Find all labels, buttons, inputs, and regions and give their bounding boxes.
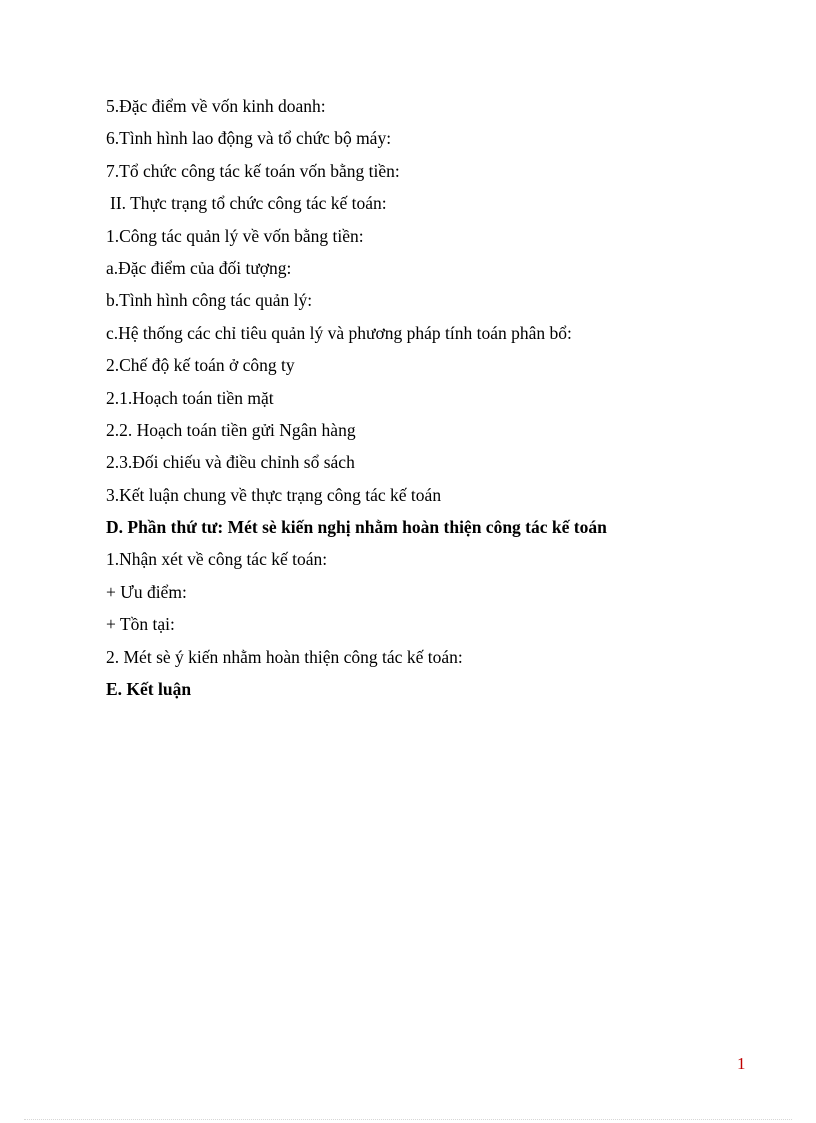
- outline-list: [106, 92, 726, 707]
- outline-line: 5.Đặc điểm về vốn kinh doanh:: [106, 96, 326, 116]
- outline-line: 6.Tình hình lao động và tổ chức bộ máy:: [106, 128, 392, 149]
- outline-line: + Tồn tại:: [106, 614, 175, 635]
- outline-line: a.Đặc điểm của đối tượng:: [106, 257, 292, 278]
- outline-line: 2.3.Đối chiếu và điều chỉnh sổ sách: [106, 452, 355, 473]
- section-heading-ii: II. Thực trạng tổ chức công tác kế toán:: [110, 193, 387, 214]
- outline-line: + Ưu điểm:: [106, 581, 187, 602]
- section-heading-e: E. Kết luận: [106, 679, 192, 700]
- outline-line: c.Hệ thống các chỉ tiêu quản lý và phương pháp tính toán phân bổ:: [106, 322, 572, 343]
- outline-line: b.Tình hình công tác quản lý:: [106, 290, 313, 311]
- outline-line: 2.1.Hoạch toán tiền mặt: [106, 387, 274, 408]
- outline-line: 2.2. Hoạch toán tiền gửi Ngân hàng: [106, 419, 356, 440]
- page-number: 1: [737, 1054, 746, 1073]
- outline-line: 1.Công tác quản lý về vốn bằng tiền:: [106, 225, 364, 246]
- outline-line: 2. Mét sè ý kiến nhằm hoàn thiện công tác kế toán:: [106, 646, 463, 667]
- outline-line: 1.Nhận xét về công tác kế toán:: [106, 549, 328, 570]
- outline-line: 7.Tổ chức công tác kế toán vốn bằng tiền:: [106, 160, 400, 181]
- section-heading-d: D. Phần thứ tư: Mét sè kiến nghị nhằm hoàn thiện công tác kế toán: [106, 517, 607, 538]
- outline-line: 2.Chế độ kế toán ở công ty: [106, 355, 295, 376]
- page-boundary-divider: [24, 1119, 792, 1120]
- outline-line: 3.Kết luận chung về thực trạng công tác kế toán: [106, 484, 442, 505]
